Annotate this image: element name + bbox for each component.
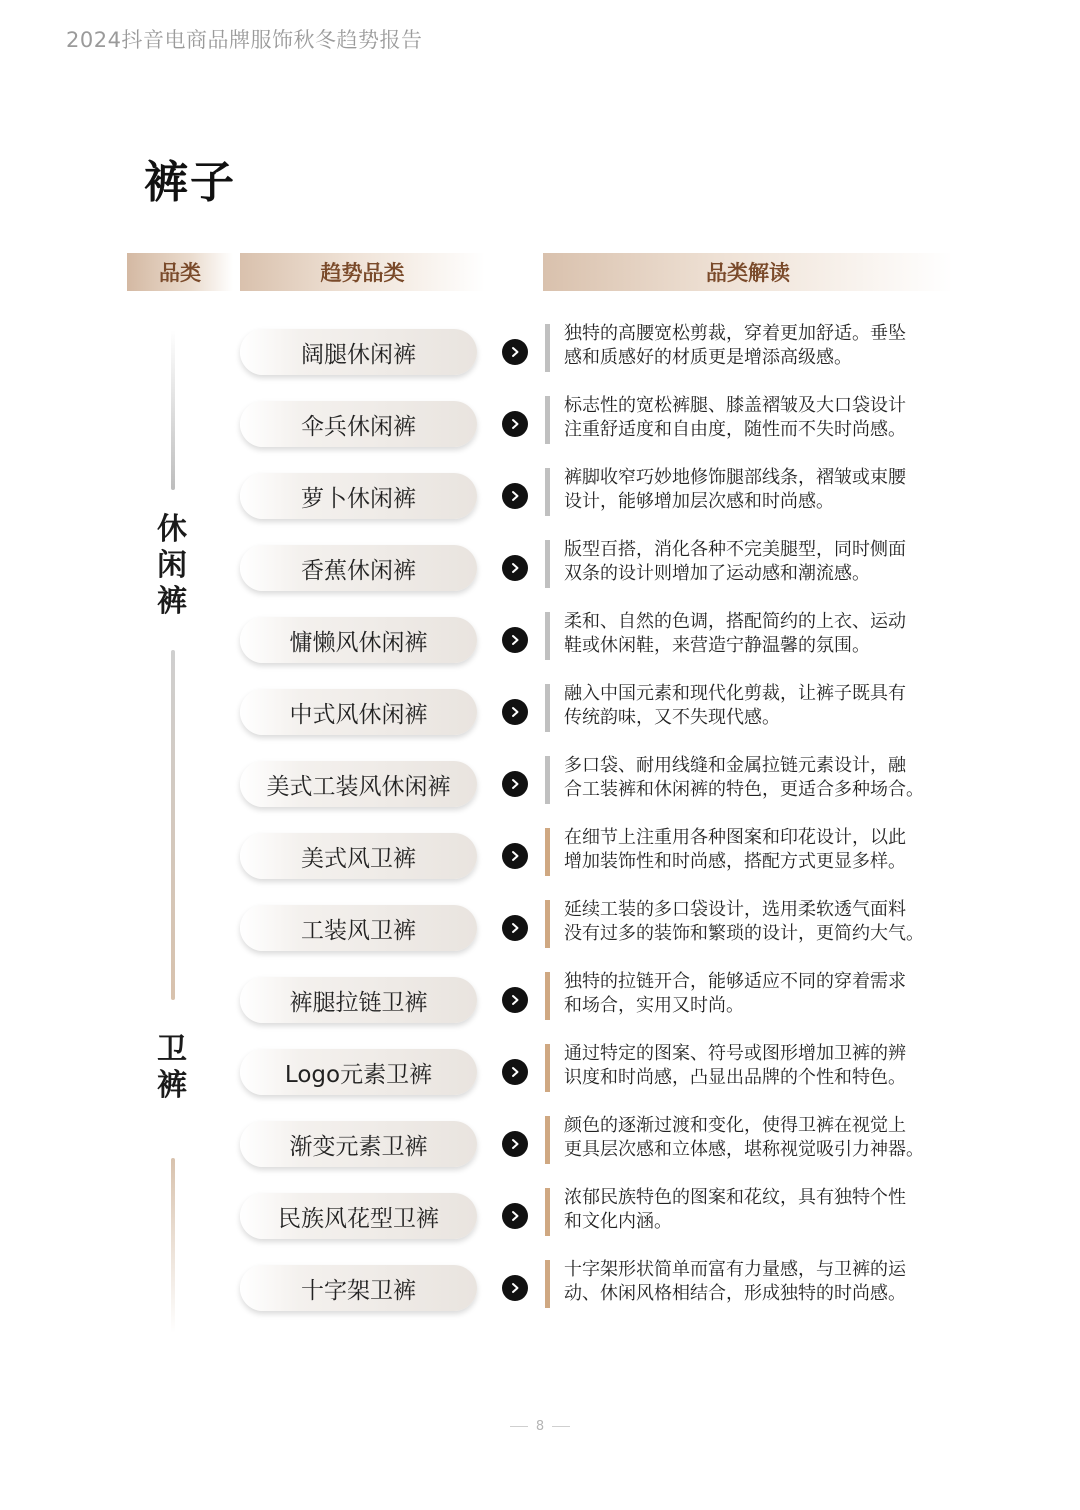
description-line: 独特的拉链开合，能够适应不同的穿着需求 [564, 971, 906, 992]
description-accent-bar [545, 900, 550, 948]
description-accent-bar [545, 468, 550, 516]
trend-description [564, 754, 952, 802]
description-accent-bar [545, 756, 550, 804]
trend-name-pill: 渐变元素卫裤 [240, 1121, 477, 1167]
description-line: 没有过多的装饰和繁琐的设计，更简约大气。 [564, 923, 924, 944]
trend-name-pill: 伞兵休闲裤 [240, 401, 477, 447]
description-line: 十字架形状简单而富有力量感，与卫裤的运 [564, 1259, 906, 1280]
description-line: 动、休闲风格相结合，形成独特的时尚感。 [564, 1283, 906, 1304]
description-line: 版型百搭，消化各种不完美腿型，同时侧面 [564, 539, 906, 560]
page-number: 8 [0, 1419, 1080, 1434]
trend-row [0, 540, 1080, 612]
page-heading: 裤子 [144, 157, 236, 208]
description-accent-bar [545, 1116, 550, 1164]
description-accent-bar [545, 828, 550, 876]
description-line: 柔和、自然的色调，搭配简约的上衣、运动 [564, 611, 906, 632]
column-header-description: 品类解读 [543, 253, 953, 291]
category-label-sweat: 卫 裤 [157, 1032, 187, 1103]
trend-description [564, 970, 952, 1018]
column-header-category: 品类 [127, 253, 233, 291]
trend-name-pill: 美式工装风休闲裤 [240, 761, 477, 807]
trend-description [564, 322, 952, 370]
trend-description [564, 466, 952, 514]
trend-row [0, 468, 1080, 540]
trend-row [0, 396, 1080, 468]
chevron-right-icon [502, 339, 528, 365]
description-line: 通过特定的图案、符号或图形增加卫裤的辨 [564, 1043, 906, 1064]
trend-row [0, 324, 1080, 396]
chevron-right-icon [502, 483, 528, 509]
trend-name-pill: 工装风卫裤 [240, 905, 477, 951]
description-accent-bar [545, 612, 550, 660]
chevron-right-icon [502, 1203, 528, 1229]
description-line: 颜色的逐渐过渡和变化，使得卫裤在视觉上 [564, 1115, 906, 1136]
trend-description [564, 1042, 952, 1090]
trend-name-pill: 阔腿休闲裤 [240, 329, 477, 375]
description-line: 鞋或休闲鞋，来营造宁静温馨的氛围。 [564, 635, 870, 656]
trend-name-pill: Logo元素卫裤 [240, 1049, 477, 1095]
description-line: 设计，能够增加层次感和时尚感。 [564, 491, 834, 512]
description-line: 在细节上注重用各种图案和印花设计，以此 [564, 827, 906, 848]
column-header-trend: 趋势品类 [240, 253, 485, 291]
chevron-right-icon [502, 915, 528, 941]
description-accent-bar [545, 1188, 550, 1236]
trend-description [564, 1258, 952, 1306]
chevron-right-icon [502, 627, 528, 653]
chevron-right-icon [502, 843, 528, 869]
chevron-right-icon [502, 1059, 528, 1085]
trend-name-pill: 民族风花型卫裤 [240, 1193, 477, 1239]
trend-row [0, 612, 1080, 684]
description-accent-bar [545, 684, 550, 732]
description-line: 注重舒适度和自由度，随性而不失时尚感。 [564, 419, 906, 440]
chevron-right-icon [502, 1275, 528, 1301]
trend-name-pill: 十字架卫裤 [240, 1265, 477, 1311]
trend-row [0, 1044, 1080, 1116]
description-accent-bar [545, 972, 550, 1020]
trend-row [0, 1188, 1080, 1260]
trend-row [0, 1116, 1080, 1188]
report-title: 2024抖音电商品牌服饰秋冬趋势报告 [66, 28, 423, 52]
trend-row [0, 900, 1080, 972]
description-line: 传统韵味，又不失现代感。 [564, 707, 780, 728]
description-line: 和文化内涵。 [564, 1211, 672, 1232]
trend-row [0, 828, 1080, 900]
trend-name-pill: 中式风休闲裤 [240, 689, 477, 735]
description-line: 双条的设计则增加了运动感和潮流感。 [564, 563, 870, 584]
description-accent-bar [545, 324, 550, 372]
trend-name-pill: 慵懒风休闲裤 [240, 617, 477, 663]
trend-row [0, 972, 1080, 1044]
description-line: 增加装饰性和时尚感，搭配方式更显多样。 [564, 851, 906, 872]
category-label-casual: 休 闲 裤 [157, 512, 187, 619]
chevron-right-icon [502, 987, 528, 1013]
trend-name-pill: 裤腿拉链卫裤 [240, 977, 477, 1023]
description-accent-bar [545, 396, 550, 444]
trend-description [564, 898, 952, 946]
description-accent-bar [545, 1044, 550, 1092]
description-line: 融入中国元素和现代化剪裁，让裤子既具有 [564, 683, 906, 704]
chevron-right-icon [502, 555, 528, 581]
description-line: 更具层次感和立体感，堪称视觉吸引力神器。 [564, 1139, 924, 1160]
trend-name-pill: 萝卜休闲裤 [240, 473, 477, 519]
chevron-right-icon [502, 699, 528, 725]
description-accent-bar [545, 540, 550, 588]
description-line: 多口袋、耐用线缝和金属拉链元素设计，融 [564, 755, 906, 776]
trend-row [0, 1260, 1080, 1332]
description-line: 裤脚收窄巧妙地修饰腿部线条，褶皱或束腰 [564, 467, 906, 488]
description-accent-bar [545, 1260, 550, 1308]
chevron-right-icon [502, 411, 528, 437]
chevron-right-icon [502, 1131, 528, 1157]
description-line: 标志性的宽松裤腿、膝盖褶皱及大口袋设计 [564, 395, 906, 416]
trend-description [564, 610, 952, 658]
trend-description [564, 394, 952, 442]
description-line: 感和质感好的材质更是增添高级感。 [564, 347, 852, 368]
trend-description [564, 826, 952, 874]
description-line: 识度和时尚感，凸显出品牌的个性和特色。 [564, 1067, 906, 1088]
chevron-right-icon [502, 771, 528, 797]
description-line: 延续工装的多口袋设计，选用柔软透气面料 [564, 899, 906, 920]
description-line: 独特的高腰宽松剪裁，穿着更加舒适。垂坠 [564, 323, 906, 344]
trend-description [564, 538, 952, 586]
description-line: 合工装裤和休闲裤的特色，更适合多种场合。 [564, 779, 924, 800]
trend-name-pill: 美式风卫裤 [240, 833, 477, 879]
trend-name-pill: 香蕉休闲裤 [240, 545, 477, 591]
trend-description [564, 1186, 952, 1234]
description-line: 浓郁民族特色的图案和花纹，具有独特个性 [564, 1187, 906, 1208]
trend-description [564, 1114, 952, 1162]
trend-row [0, 684, 1080, 756]
trend-description [564, 682, 952, 730]
description-line: 和场合，实用又时尚。 [564, 995, 744, 1016]
trend-row [0, 756, 1080, 828]
